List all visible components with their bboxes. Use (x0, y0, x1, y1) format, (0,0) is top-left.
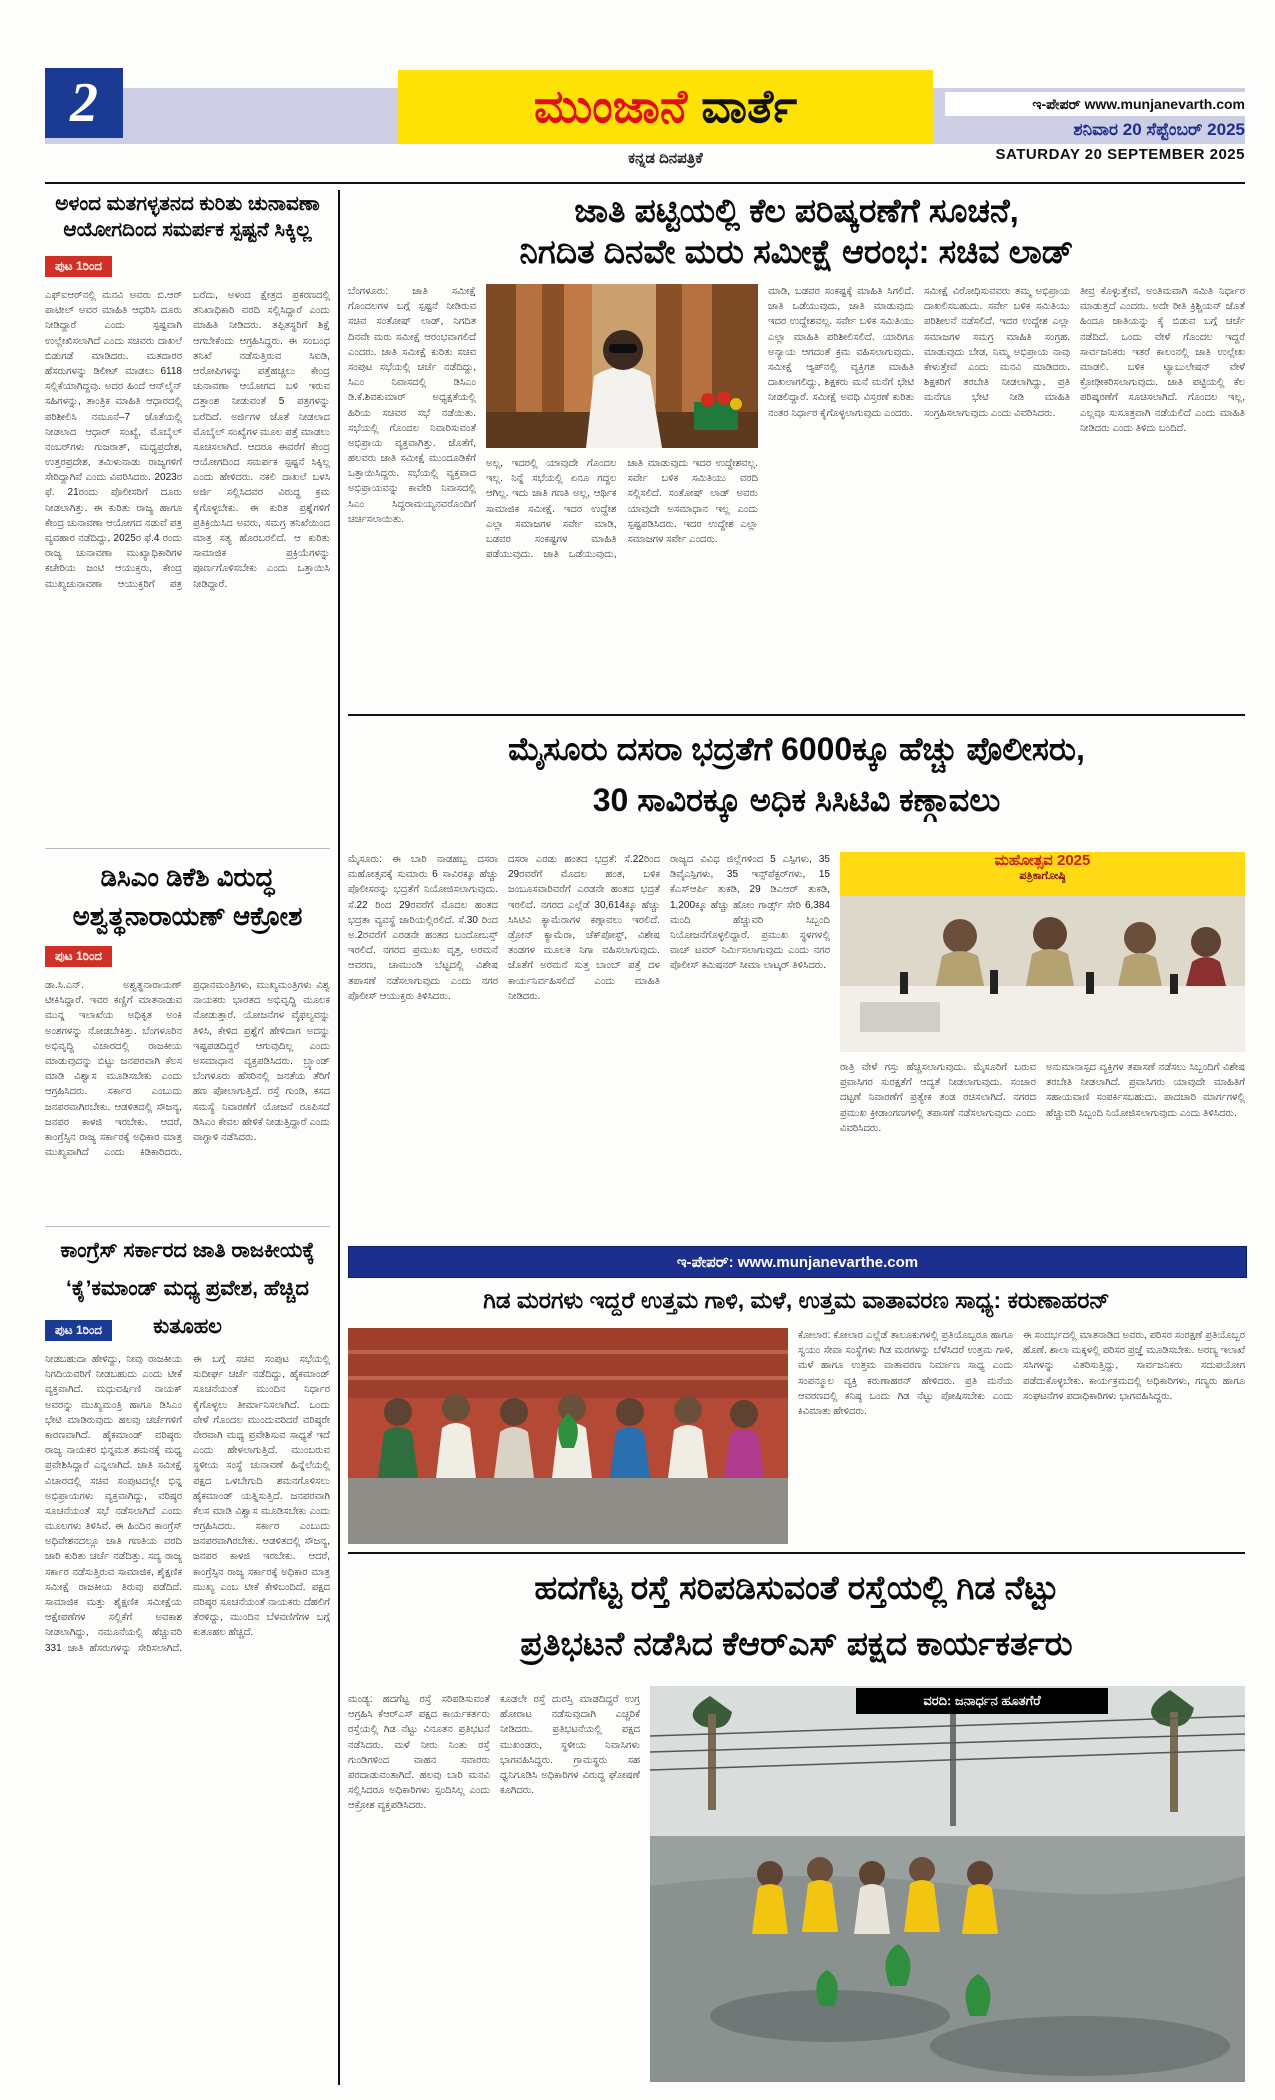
section-rule-2 (348, 1552, 1245, 1554)
article4-headline-line2: ನಿಗದಿತ ದಿನವೇ ಮರು ಸಮೀಕ್ಷೆ ಆರಂಭ: ಸಚಿವ ಲಾಡ್ (519, 233, 1074, 271)
article1-headline (45, 192, 330, 243)
article4-col1: ಬೆಂಗಳೂರು: ಜಾತಿ ಸಮೀಕ್ಷೆ ಗೊಂದಲಗಳ ಬಗ್ಗೆ ಸ್ಪಷ್ಟನೆ ನೀಡಿರುವ ಸಚಿವ ಸಂತೋಷ್ ಲಾಡ್, ನಿಗದಿತ ದಿನವೇ ಮರು ಸಮೀಕ್ಷೆ ಆರಂಭವಾಗಲಿದೆ ಎಂದರು. ಜಾತಿ ಸಮೀಕ್ಷೆ ಕುರಿತು ಸಚಿವ ಸಂಪುಟ ಸಭೆಯಲ್ಲಿ ಚರ್ಚೆ ನಡೆದಿದ್ದು, ಸಿಎಂ ನಿವಾಸದಲ್ಲಿ ಡಿಸಿಎಂ ಡಿ.ಕೆ.ಶಿವಕುಮಾರ್ ಅಧ್ಯಕ್ಷತೆಯಲ್ಲಿ ಹಿರಿಯ ಸಚಿವರ ಸಭೆ ನಡೆಯಿತು. ಸಭೆಯಲ್ಲಿ ಗೊಂದಲ ನಿವಾರಿಸುವಂತೆ ಅಭಿಪ್ರಾಯ ವ್ಯಕ್ತವಾಗಿತ್ತು. ಜೊತೆಗೆ, ಹಲವರು ಜಾತಿ ಸಮೀಕ್ಷೆ ಮುಂದೂಡಿಕೆಗೆ ಒತ್ತಾಯಿಸಿದ್ದರು. ಸಭೆಯಲ್ಲಿ ವ್ಯಕ್ತವಾದ ಅಭಿಪ್ರಾಯವನ್ನು ಕಾವೇರಿ ನಿವಾಸದಲ್ಲಿ ಸಿಎಂ ಸಿದ್ದರಾಮಯ್ಯನವರೊಂದಿಗೆ ಚರ್ಚಿಸಲಾಯಿತು. (348, 286, 476, 525)
article6-col2: ಈ ಸಂದರ್ಭದಲ್ಲಿ ಮಾತನಾಡಿದ ಅವರು, ಪರಿಸರ ಸಂರಕ್ಷಣೆ ಪ್ರತಿಯೊಬ್ಬರ ಹೊಣೆ. ಶಾಲಾ ಮಕ್ಕಳಲ್ಲಿ ಪರಿಸರ ಪ್ರಜ್ಞೆ ಮೂಡಿಸಬೇಕು. ಅರಣ್ಯ ಇಲಾಖೆ ಸಸಿಗಳನ್ನು ವಿತರಿಸುತ್ತಿದ್ದು, ಸಾರ್ವಜನಿಕರು ಸದುಪಯೋಗ ಪಡೆದುಕೊಳ್ಳಬೇಕು. ಕಾರ್ಯಕ್ರಮದಲ್ಲಿ ಅಧಿಕಾರಿಗಳು, ಗಣ್ಯರು ಹಾಗೂ ಸಂಘಟನೆಗಳ ಪದಾಧಿಕಾರಿಗಳು ಭಾಗವಹಿಸಿದ್ದರು. (1023, 1330, 1245, 1402)
article2-tag-wrap (45, 946, 112, 967)
page-number (45, 68, 123, 138)
date-kannada: ಶನಿವಾರ 20 ಸೆಪ್ಟೆಂಬರ್ 2025 (1073, 120, 1245, 139)
article2-headline-line2: ಅಶ್ವತ್ಥನಾರಾಯಣ್ ಆಕ್ರೋಶ (72, 901, 303, 931)
date-english: SATURDAY 20 SEPTEMBER 2025 (995, 146, 1245, 163)
article3-tag-wrap (45, 1320, 112, 1341)
epaper-url: ಇ-ಪೇಪರ್ www.munjanevarth.com (945, 92, 1249, 116)
road-protest-photo-graphic (650, 1686, 1245, 2082)
article1-page-tag: ಪುಟ 1ರಿಂದ (45, 256, 112, 277)
article6-headline: ಗಿಡ ಮರಗಳು ಇದ್ದರೆ ಉತ್ತಮ ಗಾಳಿ, ಮಳೆ, ಉತ್ತಮ ವಾತಾವರಣ ಸಾಧ್ಯ: ಕರುಣಾಹರನ್ (483, 1287, 1110, 1313)
article4-col4: ಮಾಡಿ, ಬಡವರ ಸಂಕಷ್ಟಕ್ಕೆ ಮಾಹಿತಿ ಸಿಗಲಿದೆ. ಜಾತಿ ಒಡೆಯುವುದು, ಜಾತಿ ಮಾಡುವುದು ಇದರ ಉದ್ದೇಶವಲ್ಲ. ಸರ್ವೇ ಬಳಿಕ ಸಮಿತಿಯು ಎಲ್ಲಾ ಮಾಹಿತಿ ಪರಿಶೀಲಿಸಲಿದೆ. ಯಾರಿಗೂ ಅನ್ಯಾಯ ಆಗದಂತೆ ಕ್ರಮ ವಹಿಸಲಾಗುವುದು. ಸಮೀಕ್ಷೆ ಆ್ಯಪ್‌ನಲ್ಲಿ ವ್ಯಕ್ತಿಗತ ಮಾಹಿತಿ ದಾಖಲಾಗಲಿದ್ದು, ಶಿಕ್ಷಕರು ಮನೆ ಮನೆಗೆ ಭೇಟಿ ನೀಡಲಿದ್ದಾರೆ. ಸಮೀಕ್ಷೆ ಅವಧಿ ವಿಸ್ತರಣೆ ಕುರಿತು ನಂತರ ನಿರ್ಧಾರ ಕೈಗೊಳ್ಳಲಾಗುವುದು ಎಂದರು. (768, 286, 914, 419)
article5-col3: ರಾಜ್ಯದ ವಿವಿಧ ಜಿಲ್ಲೆಗಳಿಂದ 5 ಎಸ್ಪಿಗಳು, 35 ಡಿವೈಎಸ್ಪಿಗಳು, 35 ಇನ್ಸ್‌ಪೆಕ್ಟರ್‌ಗಳು, 15 ಕೆಎಸ್ಆರ್ಪಿ ತುಕಡಿ, 29 ಡಿಎಆರ್ ತುಕಡಿ, 1,200ಕ್ಕೂ ಹೆಚ್ಚು ಹೋಂ ಗಾರ್ಡ್ಸ್ ಸೇರಿ 6,384 ಮಂದಿ ಹೆಚ್ಚುವರಿ ಸಿಬ್ಬಂದಿ ನಿಯೋಜನೆಗೊಳ್ಳಲಿದ್ದಾರೆ. ಪ್ರಮುಖ ಸ್ಥಳಗಳಲ್ಲಿ ವಾಚ್ ಟವರ್ ನಿರ್ಮಿಸಲಾಗುವುದು ಎಂದು ನಗರ ಪೊಲೀಸ್ ಕಮಿಷನರ್ ಸೀಮಾ ಲಾಟ್ಕರ್ ತಿಳಿಸಿದರು. (670, 854, 830, 972)
article-divider (45, 848, 330, 849)
column-divider (338, 190, 340, 2085)
masthead (398, 70, 933, 144)
article7-headline-line1: ಹದಗೆಟ್ಟ ರಸ್ತೆ ಸರಿಪಡಿಸುವಂತೆ ರಸ್ತೆಯಲ್ಲಿ ಗಿಡ ನೆಟ್ಟು (534, 1569, 1059, 1606)
article1-headline-line1: ಅಳಂದ ಮತಗಳ್ಳತನದ ಕುರಿತು ಚುನಾವಣಾ (55, 193, 320, 215)
article7-col1: ಮಂಡ್ಯ: ಹದಗೆಟ್ಟ ರಸ್ತೆ ಸರಿಪಡಿಸುವಂತೆ ಆಗ್ರಹಿಸಿ ಕೆಆರ್‌ಎಸ್ ಪಕ್ಷದ ಕಾರ್ಯಕರ್ತರು ರಸ್ತೆಯಲ್ಲಿ ಗಿಡ ನೆಟ್ಟು ವಿನೂತನ ಪ್ರತಿಭಟನೆ ನಡೆಸಿದರು. ಮಳೆ ನೀರು ನಿಂತು ರಸ್ತೆ ಗುಂಡಿಗಳಿಂದ ವಾಹನ ಸವಾರರು ಪರದಾಡುವಂತಾಗಿದೆ. ಹಲವು ಬಾರಿ ಮನವಿ ಸಲ್ಲಿಸಿದರೂ ಅಧಿಕಾರಿಗಳು ಸ್ಪಂದಿಸಿಲ್ಲ ಎಂದು ಆಕ್ರೋಶ ವ್ಯಕ್ತಪಡಿಸಿದರು. (348, 1694, 490, 1812)
article1-headline-line2: ಆಯೋಗದಿಂದ ಸಮರ್ಪಕ ಸ್ಪಷ್ಟನೆ ಸಿಕ್ಕಿಲ್ಲ (63, 218, 312, 241)
page-number-text: 2 (70, 72, 98, 134)
article5-headline-line1: ಮೈಸೂರು ದಸರಾ ಭದ್ರತೆಗೆ 6000ಕ್ಕೂ ಹೆಚ್ಚು ಪೊಲೀಸರು, (508, 731, 1085, 767)
article2-headline-line1: ಡಿಸಿಎಂ ಡಿಕೆಶಿ ವಿರುದ್ಧ (100, 862, 275, 892)
article2-page-tag: ಪುಟ 1ರಿಂದ (45, 946, 112, 967)
article5-headline-line2: 30 ಸಾವಿರಕ್ಕೂ ಅಧಿಕ ಸಿಸಿಟಿವಿ ಕಣ್ಗಾವಲು (592, 782, 1001, 819)
article4-headline-line1: ಜಾತಿ ಪಟ್ಟಿಯಲ್ಲಿ ಕೆಲ ಪರಿಷ್ಕರಣೆಗೆ ಸೂಚನೆ, (574, 192, 1019, 229)
press-conference-photo (840, 852, 1245, 1052)
article4-headline (348, 190, 1245, 273)
article7-headline-line2: ಪ್ರತಿಭಟನೆ ನಡೆಸಿದ ಕೆಆರ್‌ಎಸ್ ಪಕ್ಷದ ಕಾರ್ಯಕರ್ತರು (520, 1625, 1073, 1663)
article6-col1: ಕೋಲಾರ: ಕೋಲಾರ ಎಲ್ಲೆಡೆ ತಾಲೂಕುಗಳಲ್ಲಿ ಪ್ರತಿಯೊಬ್ಬರೂ ಹಾಗೂ ಸ್ವಯಂ ಸೇವಾ ಸಂಸ್ಥೆಗಳು ಗಿಡ ಮರಗಳನ್ನು ಬೆಳೆಸಿದರೆ ಉತ್ತಮ ಗಾಳಿ, ಮಳೆ ಹಾಗೂ ಉತ್ತಮ ವಾತಾವರಣ ನಿರ್ಮಾಣ ಸಾಧ್ಯ ಎಂದು ಸಂಪನ್ಮೂಲ ವ್ಯಕ್ತಿ ಕರುಣಾಹರನ್ ಹೇಳಿದರು. ಪ್ರತಿ ಮನೆಯ ಆವರಣದಲ್ಲಿ ಕನಿಷ್ಠ ಒಂದು ಗಿಡ ನೆಟ್ಟು ಪೋಷಿಸಬೇಕು ಎಂದು ಕಿವಿಮಾತು ಹೇಳಿದರು. (798, 1330, 1013, 1417)
masthead-title-red: ಮುಂಜಾನೆ (533, 80, 688, 132)
article3-headline-line2: ‘ಕೈ’ಕಮಾಂಡ್ ಮಧ್ಯ ಪ್ರವೇಶ, ಹೆಚ್ಚಿದ ಕುತೂಹಲ (66, 1276, 309, 1338)
article4-col5: ಸಮೀಕ್ಷೆ ವಿರೋಧಿಸುವವರು ತಮ್ಮ ಅಭಿಪ್ರಾಯ ದಾಖಲಿಸಬಹುದು. ಸರ್ವೇ ಬಳಿಕ ಸಮಿತಿಯು ಪರಿಶೀಲನೆ ನಡೆಸಲಿದೆ. ಇದರ ಉದ್ದೇಶ ಎಲ್ಲಾ ಸಮಾಜಗಳ ಸಮಗ್ರ ಮಾಹಿತಿ ಸಂಗ್ರಹ. ಮಾಡುವುದು ಬೇಡ, ನಿಮ್ಮ ಅಭಿಪ್ರಾಯ ನಾವು ಕೇಳುತ್ತೇವೆ ಎಂದು ಮನವಿ ಮಾಡಿದರು. ಶಿಕ್ಷಕರಿಗೆ ತರಬೇತಿ ನೀಡಲಾಗಿದ್ದು, ಪ್ರತಿ ಮನೆಗೂ ಭೇಟಿ ನೀಡಿ ಮಾಹಿತಿ ಸಂಗ್ರಹಿಸಲಾಗುವುದು ಎಂದು ವಿವರಿಸಿದರು. (924, 286, 1070, 419)
article5-col2: ದಸರಾ ಎರಡು ಹಂತದ ಭದ್ರತೆ: ಸೆ.22ರಿಂದ 29ರವರೆಗೆ ಮೊದಲ ಹಂತ, ಬಳಿಕ ಜಂಬೂಸವಾರಿವರೆಗೆ ಎರಡನೇ ಹಂತದ ಭದ್ರತೆ ಇರಲಿದೆ. ನಗರದ ಎಲ್ಲೆಡೆ 30,614ಕ್ಕೂ ಹೆಚ್ಚು ಸಿಸಿಟಿವಿ ಕ್ಯಾಮೆರಾಗಳ ಕಣ್ಗಾವಲು ಇರಲಿದೆ. ಡ್ರೋನ್ ಕ್ಯಾಮೆರಾ, ಚೆಕ್‌ಪೋಸ್ಟ್, ವಿಶೇಷ ತಂಡಗಳ ಮೂಲಕ ನಿಗಾ ವಹಿಸಲಾಗುವುದು. ಜೊತೆಗೆ ಅರಮನೆ ಸುತ್ತ ಬಾಂಬ್ ಪತ್ತೆ ದಳ ಕಾರ್ಯನಿರ್ವಹಿಸಲಿದೆ ಎಂದು ಮಾಹಿತಿ ನೀಡಿದರು. (508, 854, 660, 1002)
section-rule (348, 714, 1245, 716)
article1-tag-wrap (45, 256, 112, 277)
epaper-banner: ಇ-ಪೇಪರ್: www.munjanevarthe.com (348, 1246, 1247, 1278)
article3-body: ನೀಡಬಹುದಾ ಹೇಳಿದ್ದು, ನೀವು ರಾಜಕೀಯ ನಿಗದಿಯವರಿಗೆ ನೀಡಬಹುದು ಎಂದು ಟೀಕೆ ವ್ಯಕ್ತವಾಗಿದೆ. ಮಧುವರ್ಷಿಣಿ ನಾಯಕ್ ಅವರನ್ನು ಮುಖ್ಯಮಂತ್ರಿ ಹಾಗೂ ಡಿಸಿಎಂ ಭೇಟಿ ಮಾಡಿರುವುದು ಹಲವು ಚರ್ಚೆಗಳಿಗೆ ಕಾರಣವಾಗಿದೆ. ಹೈಕಮಾಂಡ್ ವರಿಷ್ಠರು ರಾಜ್ಯ ನಾಯಕರ ಭಿನ್ನಮತ ಶಮನಕ್ಕೆ ಮಧ್ಯ ಪ್ರವೇಶಿಸಿದ್ದಾರೆ ಎನ್ನಲಾಗಿದೆ. ಜಾತಿ ಸಮೀಕ್ಷೆ ವಿಚಾರದಲ್ಲಿ ಸಚಿವ ಸಂಪುಟದಲ್ಲೇ ಭಿನ್ನ ಅಭಿಪ್ರಾಯಗಳು ವ್ಯಕ್ತವಾಗಿದ್ದು, ವರಿಷ್ಠರ ಸೂಚನೆಯಂತೆ ಸಭೆ ನಡೆಸಲಾಗಿದೆ ಎಂದು ಮೂಲಗಳು ತಿಳಿಸಿವೆ. ಈ ಹಿಂದಿನ ಕಾಂಗ್ರೆಸ್ ಅಧಿವೇಶನದಲ್ಲೂ ಜಾತಿ ಗಣತಿಯ ವರದಿ ಜಾರಿ ಕುರಿತು ಚರ್ಚೆ ನಡೆದಿತ್ತು. ಸದ್ಯ ರಾಜ್ಯ ಸರ್ಕಾರ ನಡೆಸುತ್ತಿರುವ ಸಾಮಾಜಿಕ, ಶೈಕ್ಷಣಿಕ ಸಮೀಕ್ಷೆ ರಾಜಕೀಯ ತಿರುವು ಪಡೆದಿದೆ. ಸಾಮಾಜಿಕ ಮತ್ತು ಶೈಕ್ಷಣಿಕ ಸಮೀಕ್ಷೆಯ ಆಕ್ಷೇಪಣೆಗಳ ಸಲ್ಲಿಕೆಗೆ ಅವಕಾಶ ನೀಡಲಾಗಿದ್ದು, ನಮೂನೆಯಲ್ಲಿ ಹೆಚ್ಚುವರಿ 331 ಜಾತಿ ಹೆಸರುಗಳನ್ನು ಸೇರಿಸಲಾಗಿದೆ. ಈ ಬಗ್ಗೆ ಸಚಿವ ಸಂಪುಟ ಸಭೆಯಲ್ಲಿ ಸುದೀರ್ಘ ಚರ್ಚೆ ನಡೆದಿದ್ದು, ಹೈಕಮಾಂಡ್ ಸೂಚನೆಯಂತೆ ಮುಂದಿನ ನಿರ್ಧಾರ ಕೈಗೊಳ್ಳಲು ತೀರ್ಮಾನಿಸಲಾಗಿದೆ. ಒಂದು ವೇಳೆ ಗೊಂದಲ ಮುಂದುವರಿದರೆ ವರಿಷ್ಠರೇ ನೇರವಾಗಿ ಮಧ್ಯ ಪ್ರವೇಶಿಸುವ ಸಾಧ್ಯತೆ ಇದೆ ಎಂದು ಹೇಳಲಾಗುತ್ತಿದೆ. ಮುಂಬರುವ ಸ್ಥಳೀಯ ಸಂಸ್ಥೆ ಚುನಾವಣೆ ಹಿನ್ನೆಲೆಯಲ್ಲಿ ಪಕ್ಷದ ಒಳಬೇಗುದಿ ಶಮನಗೊಳಿಸಲು ಹೈಕಮಾಂಡ್ ಯತ್ನಿಸುತ್ತಿದೆ. ಜನಪರವಾಗಿ ಕೆಲಸ ಮಾಡಿ ವಿಶ್ವಾಸ ಮೂಡಿಸಬೇಕು ಎಂದು ಆಗ್ರಹಿಸಿದರು. ಸರ್ಕಾರ ಎಂಬುದು ಜನಪರವಾಗಿರಬೇಕು. ಆಡಳಿತದಲ್ಲಿ ಸೌಜನ್ಯ, ಜನಪರ ಕಾಳಜಿ ಇರಬೇಕು. ಆದರೆ, ಕಾಂಗ್ರೆಸ್ಸಿನ ರಾಜ್ಯ ಸರ್ಕಾರಕ್ಕೆ ಅಧಿಕಾರ ಮಾತ್ರ ಮುಖ್ಯ ಎಂಬ ಟೀಕೆ ಕೇಳಿಬಂದಿದೆ. ಪಕ್ಷದ ವರಿಷ್ಠರ ಸೂಚನೆಯಂತೆ ನಾಯಕರು ದೆಹಲಿಗೆ ತೆರಳಿದ್ದು, ಮುಂದಿನ ಬೆಳವಣಿಗೆಗಳ ಬಗ್ಗೆ ಕುತೂಹಲ ಹೆಚ್ಚಿದೆ. (45, 1354, 330, 1654)
article5-col1: ಮೈಸೂರು: ಈ ಬಾರಿ ನಾಡಹಬ್ಬ ದಸರಾ ಮಹೋತ್ಸವಕ್ಕೆ ಸುಮಾರು 6 ಸಾವಿರಕ್ಕೂ ಹೆಚ್ಚು ಪೊಲೀಸರನ್ನು ಭದ್ರತೆಗೆ ನಿಯೋಜಿಸಲಾಗುವುದು. ಸೆ.22 ರಿಂದ 29ರವರೆಗೆ ಮೊದಲ ಹಂತದ ಭದ್ರತಾ ವ್ಯವಸ್ಥೆ ಜಾರಿಯಲ್ಲಿರಲಿದೆ. ಸೆ.30 ರಿಂದ ಅ.2ರವರೆಗೆ ಎರಡನೇ ಹಂತದ ಬಂದೋಬಸ್ತ್ ಇರಲಿದೆ. ನಗರದ ಪ್ರಮುಖ ವೃತ್ತ, ಅರಮನೆ ಆವರಣ, ಚಾಮುಂಡಿ ಬೆಟ್ಟದಲ್ಲಿ ವಿಶೇಷ ತಪಾಸಣೆ ನಡೆಸಲಾಗುವುದು ಎಂದು ನಗರ ಪೊಲೀಸ್ ಆಯುಕ್ತರು ತಿಳಿಸಿದರು. (348, 854, 498, 1002)
minister-photo (486, 284, 758, 448)
article7-col2: ಕೂಡಲೇ ರಸ್ತೆ ದುರಸ್ತಿ ಮಾಡದಿದ್ದರೆ ಉಗ್ರ ಹೋರಾಟ ನಡೆಸುವುದಾಗಿ ಎಚ್ಚರಿಕೆ ನೀಡಿದರು. ಪ್ರತಿಭಟನೆಯಲ್ಲಿ ಪಕ್ಷದ ಮುಖಂಡರು, ಸ್ಥಳೀಯ ನಿವಾಸಿಗಳು ಭಾಗವಹಿಸಿದ್ದರು. ಗ್ರಾಮಸ್ಥರು ಸಹ ಧ್ವನಿಗೂಡಿಸಿ ಅಧಿಕಾರಿಗಳ ವಿರುದ್ಧ ಘೋಷಣೆ ಕೂಗಿದರು. (500, 1694, 640, 1797)
press-banner (840, 852, 1245, 883)
article5-headline (348, 724, 1245, 826)
masthead-title-black: ವಾರ್ತೆ (701, 80, 798, 132)
masthead-subtitle: ಕನ್ನಡ ದಿನಪತ್ರಿಕೆ (628, 150, 703, 167)
article2-headline (45, 858, 330, 936)
article2-body: ಡಾ.ಸಿ.ಎನ್. ಅಶ್ವತ್ಥನಾರಾಯಣ್ ಟೀಕಿಸಿದ್ದಾರೆ. ಇವರ ಕಣ್ಣಿಗೆ ಮಾತನಾಡುವ ಮುನ್ನ ಇಲಾಖೆಯ ಅಧಿಕೃತ ಅಂಕಿ ಅಂಶಗಳನ್ನು ನೋಡಬೇಕಿತ್ತು. ಬೆಂಗಳೂರಿನ ಅಭಿವೃದ್ಧಿ ವಿಚಾರದಲ್ಲಿ ರಾಜಕೀಯ ಮಾಡುವುದನ್ನು ಬಿಟ್ಟು ಜನಪರವಾಗಿ ಕೆಲಸ ಮಾಡಿ ವಿಶ್ವಾಸ ಮೂಡಿಸಬೇಕು ಎಂದು ಆಗ್ರಹಿಸಿದರು. ಸರ್ಕಾರ ಎಂಬುದು ಜನಪರವಾಗಿರಬೇಕು. ಆಡಳಿತದಲ್ಲಿ ಸೌಜನ್ಯ, ಜನಪರ ಕಾಳಜಿ ಇರಬೇಕು. ಆದರೆ, ಕಾಂಗ್ರೆಸ್ಸಿನ ರಾಜ್ಯ ಸರ್ಕಾರಕ್ಕೆ ಅಧಿಕಾರ ಮಾತ್ರ ಮುಖ್ಯವಾಗಿದೆ ಎಂದು ಕಿಡಿಕಾರಿದರು. ಪ್ರಧಾನಮಂತ್ರಿಗಳು, ಮುಖ್ಯಮಂತ್ರಿಗಳು ವಿಶ್ವ ನಾಯಕರು ಭಾರತದ ಅಭಿವೃದ್ಧಿ ಮೂಲಕ ನೋಡುತ್ತಾರೆ. ಯೋಜನೆಗಳ ವೈಫಲ್ಯವನ್ನು ತಿಳಿಸಿ, ಕೇಳಿದ ಪ್ರಶ್ನೆಗೆ ಹೇಳಿದಾಗ ಅದನ್ನು ಇಷ್ಟಪಡದಿದ್ದರೆ ಆಗುವುದಿಲ್ಲ ಎಂದು ಅಸಮಾಧಾನ ವ್ಯಕ್ತಪಡಿಸಿದರು. ಬ್ರ್ಯಾಂಡ್ ಬೆಂಗಳೂರು ಹೆಸರಿನಲ್ಲಿ ಜನತೆಯ ತೆರಿಗೆ ಹಣ ಪೋಲಾಗುತ್ತಿದೆ. ರಸ್ತೆ ಗುಂಡಿ, ಕಸದ ಸಮಸ್ಯೆ ನಿವಾರಣೆಗೆ ಯೋಜನೆ ರೂಪಿಸದೆ ಡಿಸಿಎಂ ಕೇವಲ ಹೇಳಿಕೆ ನೀಡುತ್ತಿದ್ದಾರೆ ಎಂದು ವಾಗ್ದಾಳಿ ನಡೆಸಿದರು. (45, 980, 330, 1159)
press-banner-subtitle: ಪತ್ರಿಕಾಗೋಷ್ಠಿ (1019, 870, 1066, 882)
minister-photo-graphic (486, 284, 758, 448)
photo-credit-caption: ವರದಿ: ಜನಾರ್ಧನ ಹೂತಗೆರೆ (856, 1688, 1108, 1714)
header-rule (45, 182, 1245, 184)
article1-body: ಎಫ್ಐಆರ್‌ನಲ್ಲಿ ಮನವಿ ಅವರು ಬಿ.ಆರ್ ಪಾಟೀಲ್ ಅವರ ಮಾಹಿತಿ ಆಧರಿಸಿ ದೂರು ನೀಡಿದ್ದಾರೆ ಎಂದು ಸ್ಪಷ್ಟವಾಗಿ ಉಲ್ಲೇಖಿಸಲಾಗಿದೆ ಎಂದು ಸಚಿವರು ದಾಖಲೆ ಬಿಡುಗಡೆ ಮಾಡಿದರು. ಮತದಾರರ ಹೆಸರುಗಳನ್ನು ಡಿಲೀಟ್ ಮಾಡಲು 6118 ಸಲ್ಲಿಕೆಯಾಗಿದ್ದವು. ಅದರ ಹಿಂದೆ ಆನ್‌ಲೈನ್ ಸಹಿಗಳನ್ನು, ತಾಂತ್ರಿಕ ಮಾಹಿತಿ ಆಧಾರದಲ್ಲಿ ಪರಿಶೀಲಿಸಿ ನಮೂನೆ–7 ಜೊತೆಯಲ್ಲಿ ನೀಡಲಾದ ಆಧಾರ್ ಸಂಖ್ಯೆ, ಮೊಬೈಲ್ ನಂಬರ್‌ಗಳು ಗುಜರಾತ್, ಮಧ್ಯಪ್ರದೇಶ, ಉತ್ತರಪ್ರದೇಶ, ತಮಿಳುನಾಡು ರಾಜ್ಯಗಳಿಗೆ ಸೇರಿದ್ದಾಗಿವೆ ಎಂದು ವಿವರಿಸಿದರು. 2023ರ ಫೆ. 21ರಂದು ಪೊಲೀಸರಿಗೆ ದೂರು ನೀಡಲಾಗಿತ್ತು. ಈ ಕುರಿತು ರಾಜ್ಯ ಹಾಗೂ ಕೇಂದ್ರ ಚುನಾವಣಾ ಆಯೋಗದ ನಡುವೆ ಪತ್ರ ವ್ಯವಹಾರ ನಡೆದಿದ್ದು, 2025ರ ಫೆ.4 ರಂದು ರಾಜ್ಯ ಚುನಾವಣಾ ಮುಖ್ಯಾಧಿಕಾರಿಗಳ ಕಚೇರಿಯ ಜಂಟಿ ಆಯುಕ್ತರು, ಕೇಂದ್ರ ಮುಖ್ಯಚುನಾವಣಾ ಆಯುಕ್ತರಿಗೆ ಪತ್ರ ಬರೆದು, ಅಳಂದ ಕ್ಷೇತ್ರದ ಪ್ರಕರಣದಲ್ಲಿ ತನಿಖಾಧಿಕಾರಿ ವರದಿ ಸಲ್ಲಿಸಿದ್ದಾರೆ ಎಂದು ಮಾಹಿತಿ ನೀಡಿದರು. ತಪ್ಪಿತಸ್ಥರಿಗೆ ಶಿಕ್ಷೆ ಆಗಬೇಕೆಂದು ಆಗ್ರಹಿಸಿದ್ದರು. ಈ ಸಂಬಂಧ ತನಿಖೆ ನಡೆಸುತ್ತಿರುವ ಸಿಐಡಿ, ಆರೋಪಿಗಳನ್ನು ಪತ್ತೆಹಚ್ಚಲು ಕೇಂದ್ರ ಚುನಾವಣಾ ಆಯೋಗದ ಬಳಿ ಇರುವ ದತ್ತಾಂಶ ನೀಡುವಂತೆ 5 ಪತ್ರಗಳನ್ನು ಬರೆದಿದೆ. ಅರ್ಜಿಗಳ ಜೊತೆ ನೀಡಲಾದ ಮೊಬೈಲ್ ಸಂಖ್ಯೆಗಳ ಮೂಲ ಪತ್ತೆ ಮಾಡಲು ಸೂಚಿಸಲಾಗಿದೆ. ಆದರೂ ಈವರೆಗೆ ಕೇಂದ್ರ ಆಯೋಗದಿಂದ ಸಮರ್ಪಕ ಸ್ಪಷ್ಟನೆ ಸಿಕ್ಕಿಲ್ಲ ಎಂದು ಹೇಳಿದರು. ನಕಲಿ ದಾಖಲೆ ಬಳಸಿ ಅರ್ಜಿ ಸಲ್ಲಿಸಿದವರ ವಿರುದ್ಧ ಕ್ರಮ ಕೈಗೊಳ್ಳಬೇಕು. ಈ ಕುರಿತ ಪ್ರಶ್ನೆಗಳಿಗೆ ಪ್ರತಿಕ್ರಿಯಿಸಿದ ಅವರು, ಸಮಗ್ರ ತನಿಖೆಯಿಂದ ಮಾತ್ರ ಸತ್ಯ ಹೊರಬರಲಿದೆ. ಆ ಕುರಿತು ಸಾಮಾಜಿಕ ಪ್ರಕ್ರಿಯೆಗಳನ್ನು ಪೂರ್ಣಗೊಳಿಸಬೇಕು ಎಂದು ಒತ್ತಾಯಿಸಿ ನೀಡಿದ್ದಾರೆ. (45, 290, 330, 590)
article3-headline-line1: ಕಾಂಗ್ರೆಸ್ ಸರ್ಕಾರದ ಜಾತಿ ರಾಜಕೀಯಕ್ಕೆ (60, 1239, 315, 1262)
article5-colA: ರಾತ್ರಿ ವೇಳೆ ಗಸ್ತು ಹೆಚ್ಚಿಸಲಾಗುವುದು. ಮೈಸೂರಿಗೆ ಬರುವ ಪ್ರವಾಸಿಗರ ಸುರಕ್ಷತೆಗೆ ಆದ್ಯತೆ ನೀಡಲಾಗುವುದು. ಸಂಚಾರ ದಟ್ಟಣೆ ನಿವಾರಣೆಗೆ ಪ್ರತ್ಯೇಕ ತಂಡ ರಚಿಸಲಾಗಿದೆ. ನಗರದ ಪ್ರಮುಖ ಕ್ರೀಡಾಂಗಣಗಳಲ್ಲಿ ತಪಾಸಣೆ ನಡೆಸಲಾಗುವುದು ಎಂದು ವಿವರಿಸಿದರು. (840, 1062, 1036, 1134)
article7-headline (348, 1560, 1245, 1672)
article-divider (45, 1226, 330, 1227)
article4-underphoto: ಅಲ್ಲ, ಇದರಲ್ಲಿ ಯಾವುದೇ ಗೊಂದಲ ಇಲ್ಲ. ನಿನ್ನೆ ಸಭೆಯಲ್ಲಿ ಏನೂ ಗದ್ದಲ ಆಗಿಲ್ಲ. ಇದು ಜಾತಿ ಗಣತಿ ಅಲ್ಲ, ಆರ್ಥಿಕ ಸಾಮಾಜಿಕ ಸಮೀಕ್ಷೆ. ಇದರ ಉದ್ದೇಶ ಎಲ್ಲಾ ಸಮಾಜಗಳ ಸರ್ವೇ ಮಾಡಿ, ಬಡವರ ಸಂಕಷ್ಟಗಳ ಮಾಹಿತಿ ಪಡೆಯುವುದು. ಜಾತಿ ಒಡೆಯುವುದು, ಜಾತಿ ಮಾಡುವುದು ಇದರ ಉದ್ದೇಶವಲ್ಲ. ಸರ್ವೇ ಬಳಿಕ ಸಮಿತಿಯು ವರದಿ ಸಲ್ಲಿಸಲಿದೆ. ಸಂತೋಷ್ ಲಾಡ್ ಅವರು ಯಾವುದೇ ಅಸಮಾಧಾನ ಇಲ್ಲ ಎಂದು ಸ್ಪಷ್ಟಪಡಿಸಿದರು. ಇದರ ಉದ್ದೇಶ ಎಲ್ಲಾ ಸಮಾಜಗಳ ಸರ್ವೇ ಎಂದರು. (486, 458, 758, 561)
road-protest-photo (650, 1686, 1245, 2082)
article4-col6: ತೀವ್ರ ಕೊಳ್ಳುತ್ತೇವೆ, ಅಂತಿಮವಾಗಿ ಸಮಿತಿ ನಿರ್ಧಾರ ಮಾಡುತ್ತದೆ ಎಂದರು. ಅದೇ ರೀತಿ ಕ್ರಿಶ್ಚಿಯನ್ ಜೊತೆ ಹಿಂದೂ ಜಾತಿಯನ್ನು ಕೈ ಬಿಡುವ ಬಗ್ಗೆ ಚರ್ಚೆ ನಡೆದಿದೆ. ಒಂದು ವೇಳೆ ಗೊಂದಲ ಇದ್ದರೆ ಸಾರ್ವಜನಿಕರು ಇತರೆ ಕಾಲಂನಲ್ಲಿ ಜಾತಿ ಉಲ್ಲೇಖ ಮಾಡಲಿ. ಬಳಿಕ ಟ್ಯಾಬುಲೇಷನ್ ವೇಳೆ ಕ್ರೋಢೀಕರಿಸಲಾಗುವುದು. ಜಾತಿ ಪಟ್ಟಿಯಲ್ಲಿ ಕೆಲ ಪರಿಷ್ಕರಣೆಗೆ ಸೂಚಿಸಲಾಗಿದೆ. ಗೊಂದಲ ಇಲ್ಲ, ಎಲ್ಲವೂ ಸುಸೂತ್ರವಾಗಿ ನಡೆಯಲಿದೆ ಎಂದು ಮಾಹಿತಿ ನೀಡಿದರು ಎಂದು ತಿಳಿದು ಬಂದಿದೆ. (1080, 286, 1245, 434)
press-banner-title: ಮಹೋತ್ಸವ 2025 (994, 852, 1091, 869)
tree-event-photo (348, 1328, 788, 1544)
article5-colB: ಅನುಮಾನಾಸ್ಪದ ವ್ಯಕ್ತಿಗಳ ತಪಾಸಣೆ ನಡೆಸಲು ಸಿಬ್ಬಂದಿಗೆ ವಿಶೇಷ ತರಬೇತಿ ನೀಡಲಾಗಿದೆ. ಪ್ರವಾಸಿಗರು ಯಾವುದೇ ಮಾಹಿತಿಗೆ ಸಹಾಯವಾಣಿ ಸಂಪರ್ಕಿಸಬಹುದು. ಪಾದಚಾರಿ ಮಾರ್ಗಗಳಲ್ಲಿ ಹೆಚ್ಚುವರಿ ಸಿಬ್ಬಂದಿ ನಿಯೋಜಿಸಲಾಗುವುದು ಎಂದು ತಿಳಿಸಿದರು. (1046, 1062, 1245, 1119)
tree-event-photo-graphic (348, 1328, 788, 1544)
article3-page-tag: ಪುಟ 1ರಿಂದ (45, 1320, 112, 1341)
